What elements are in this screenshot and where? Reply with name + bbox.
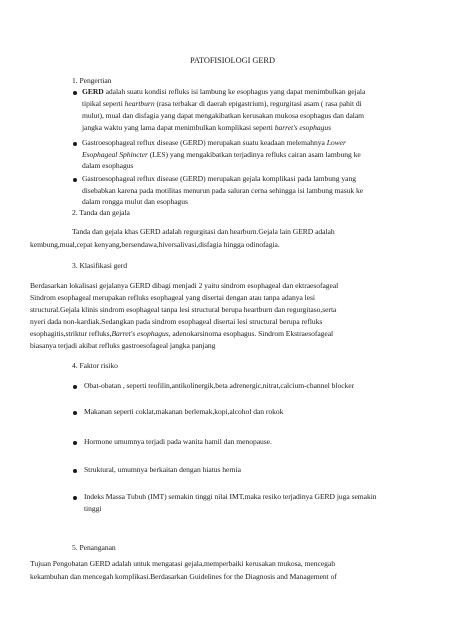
bullet-icon <box>73 441 77 445</box>
list-item: tinggi <box>84 504 102 513</box>
paragraph-line: disebabkan karena pada motilitas menurun pada saluran cerna sehingga isi lambung masuk ke <box>82 186 364 195</box>
bullet-icon <box>73 469 77 473</box>
paragraph-line: Tanda dan gejala khas GERD adalah regurgitasi dan hearburn.Gejala lain GERD adalah <box>72 227 335 236</box>
section-heading-tanda-gejala: 2. Tanda dan gejala <box>72 208 130 217</box>
paragraph-line: Esophageal Sphincter (LES) yang mengakibatkan terjadinya refluks cairan asam lambung ke <box>82 150 361 159</box>
document-title: PATOFISIOLOGI GERD <box>190 56 275 65</box>
paragraph-line: biasanya terjadi akibat refluks gastroesofageal jangka panjang <box>30 341 216 350</box>
section-heading-pengertian: 1. Pengertian <box>72 76 112 85</box>
section-heading-klasifikasi: 3. Klasifikasi gerd <box>72 261 127 270</box>
bullet-icon <box>73 178 77 182</box>
paragraph-line: tipikal seperti heartburn (rasa terbakar di daerah epigastrium), regurgitasi asam ( rasa pahit di <box>82 99 362 108</box>
bullet-icon <box>73 496 77 500</box>
list-item: Struktural, umumnya berkaitan dengan hiatus hernia <box>84 465 241 474</box>
list-item: Obat-obatan , seperti teofilin,antikolinergik,beta adrenergic,nitrat,calcium-channel blocker <box>84 381 355 390</box>
list-item: Makanan seperti coklat,makanan berlemak,kopi,alcohol dan rokok <box>84 407 284 416</box>
bullet-icon <box>73 385 77 389</box>
section-heading-faktor-risiko: 4. Faktor risiko <box>72 361 118 370</box>
bullet-icon <box>73 91 77 95</box>
paragraph-line: nyeri dada non-kardiak.Sedangkan pada sindrom esophageal disertai lesi structural berupa refluks <box>30 317 323 326</box>
paragraph-line: Tujuan Pengobatan GERD adalah untuk mengatasi gejala,memperbaiki kerusakan mukosa, mencegah <box>30 559 335 568</box>
paragraph-line: kekambuhan dan mencegah komplikasi.Berdasarkan Guidelines for the Diagnosis and Management of <box>30 572 337 581</box>
paragraph-line: kembung,mual,cepat kenyang,bersendawa,hiversalivasi,disfagia hingga odinofagia. <box>30 240 280 249</box>
list-item: Hormone umumnya terjadi pada wanita hamil dan menopause. <box>84 437 272 446</box>
paragraph-line: GERD adalah suatu kondisi refluks isi lambung ke esophagus yang dapat menimbulkan gejala <box>82 87 366 96</box>
paragraph-line: Sindrom esophageal merupakan refluks esophageal yang disertai dengan atau tanpa adanya lesi <box>30 293 315 302</box>
bullet-icon <box>73 411 77 415</box>
bullet-icon <box>73 142 77 146</box>
paragraph-line: dalam esophagus <box>82 161 134 170</box>
paragraph-line: mulut), mual dan disfagia yang dapat mengakibatkan kerusakan mukosa esophagus dan dalam <box>82 111 365 120</box>
paragraph-line: Gastroesophageal reflux disease (GERD) merupakan suatu keadaan melemahnya Lower <box>82 138 346 147</box>
list-item: Indeks Massa Tubuh (IMT) semakin tinggi nilai IMT,maka resiko terjadinya GERD juga semakin <box>84 492 377 501</box>
paragraph-line: structural.Gejala klinis sindrom esophageal tanpa lesi structural berupa heartburn dan regurgitaso,serta <box>30 305 337 314</box>
section-heading-penanganan: 5. Penanganan <box>72 543 116 552</box>
paragraph-line: esophagitis,striktur refluks,Barret's esophagus, adenokarsinoma esophagus. Sindrom Ekstraesofageal <box>30 329 334 338</box>
paragraph-line: Berdasarkan lokalisasi gejalanya GERD dibagi menjadi 2 yaitu sindrom esophageal dan ektraesofageal <box>30 281 339 290</box>
paragraph-line: Gastroesophageal reflux disease (GERD) merupakan gejala komplikasi pada lambung yang <box>82 174 356 183</box>
paragraph-line: dalam rongga mulut dan esophagus <box>82 197 188 206</box>
paragraph-line: jangka waktu yang lama dapat menimbulkan komplikasi seperti barret's esophagus <box>82 123 332 132</box>
